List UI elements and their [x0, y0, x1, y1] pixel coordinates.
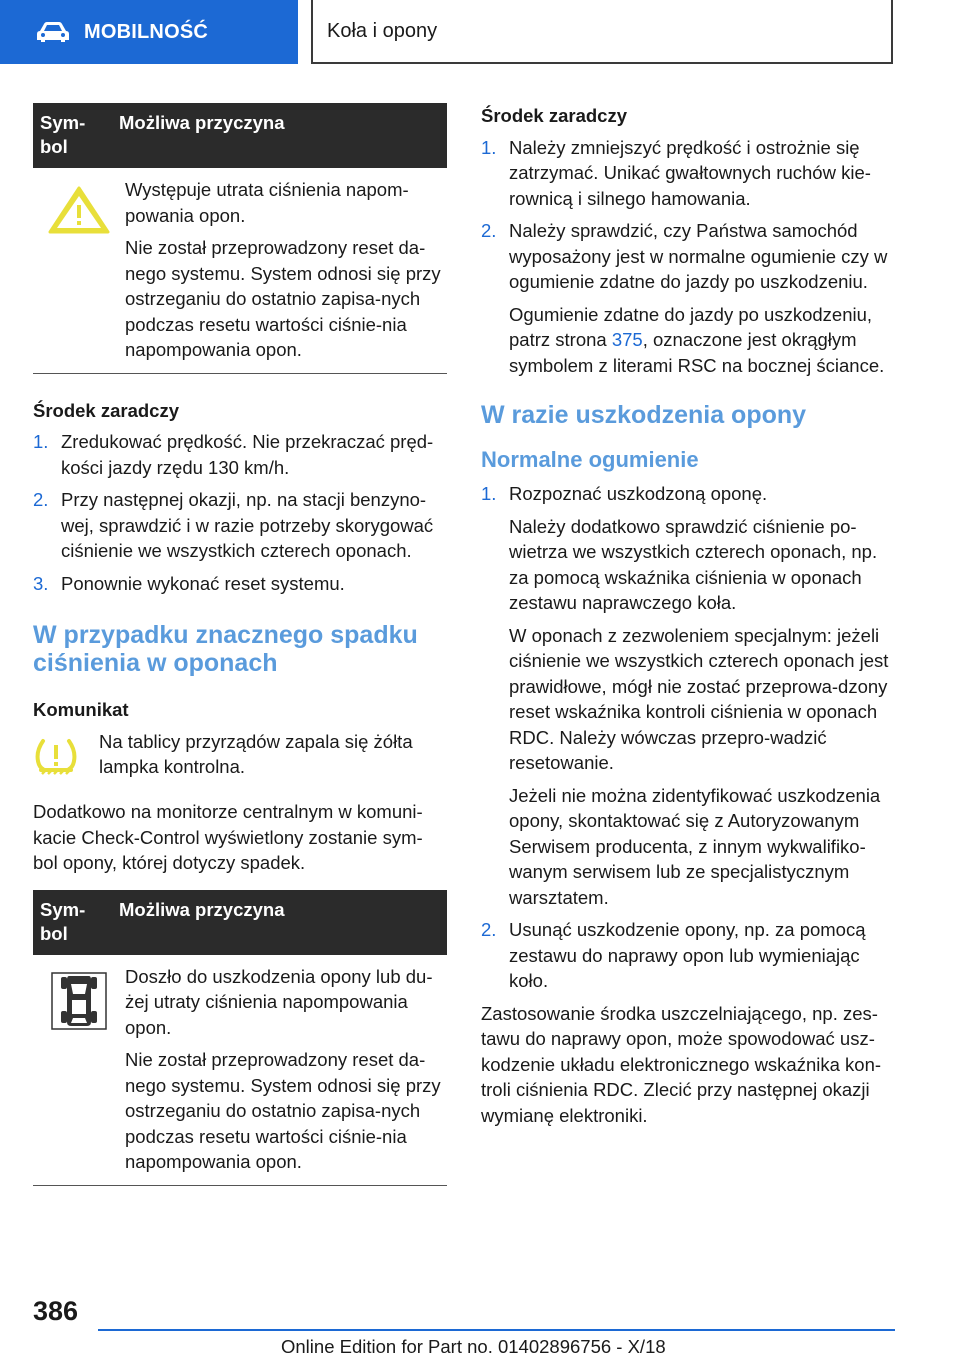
message-text: Na tablicy przyrządów zapala się żółta lampka kontrolna.	[99, 730, 413, 777]
column-header-cause: Możliwa przyczyna	[119, 898, 285, 920]
tire-pressure-warning-icon	[33, 737, 79, 777]
remedy-steps	[33, 429, 447, 596]
list-item	[33, 429, 447, 480]
cause-text: Doszło do uszkodzenia opony lub du-żej utraty ciśnienia napompowania opon.	[125, 965, 433, 1038]
step-text: Zredukować prędkość. Nie przekraczać pręd-kości jazdy rzędu 130 km/h.	[61, 431, 434, 478]
page-link[interactable]: 375	[611, 329, 643, 350]
step-number: 2.	[33, 489, 49, 510]
footer-divider	[98, 1329, 895, 1331]
table-row	[33, 955, 447, 1186]
symbol-table-2	[33, 890, 447, 1186]
table-header	[33, 103, 447, 168]
step-number: 1.	[33, 431, 49, 452]
list-item	[481, 481, 895, 910]
symbol-table-1	[33, 103, 447, 374]
step-number: 2.	[481, 220, 497, 241]
message-heading: Komunikat	[33, 699, 129, 720]
list-item	[481, 917, 895, 994]
message-row	[33, 729, 447, 784]
remedy-steps	[481, 135, 895, 379]
step-text: Należy zmniejszyć prędkość i ostrożnie się zatrzymać. Unikać gwałtownych ruchów kie-rownicą i silnego hamowania.	[509, 136, 871, 209]
page-number: 386	[33, 1296, 79, 1326]
list-item	[33, 571, 447, 597]
chapter-header[interactable]	[311, 0, 893, 64]
right-column	[481, 103, 895, 1128]
subsection-title: Normalne ogumienie	[481, 447, 699, 472]
section-label: MOBILNOŚĆ	[84, 20, 209, 43]
remedy-heading: Środek zaradczy	[481, 105, 628, 126]
step-text: Jeżeli nie można zidentyfikować uszkodzenia opony, skontaktować się z Autoryzowanym Serwisem producenta, z innym wykwalifiko-wanym serwisem lub ze specjalistycznym warsztatem.	[509, 784, 881, 908]
list-item	[33, 487, 447, 564]
chapter-label: Koła i opony	[327, 19, 438, 42]
step-number: 2.	[481, 919, 497, 940]
car-tire-damage-icon	[51, 972, 107, 1030]
step-text: Należy sprawdzić, czy Państwa samochód wyposażony jest w normalne ogumienie czy w ogumienie zdatne do jazdy po uszkodzeniu.	[509, 220, 888, 292]
step-text: Usunąć uszkodzenie opony, np. za pomocą zestawu do naprawy opon lub wymieniając koło.	[509, 919, 866, 991]
step-text: Przy następnej okazji, np. na stacji benzyno-wej, sprawdzić i w razie potrzeby skorygować ciśnienie we wszystkich czterech oponach.	[61, 489, 434, 561]
list-item	[481, 135, 895, 212]
section-tab[interactable]	[0, 0, 298, 64]
table-header	[33, 890, 447, 955]
list-item	[481, 218, 895, 378]
repair-steps	[481, 481, 895, 994]
check-control-text: Dodatkowo na monitorze centralnym w komuni-kacie Check-Control wyświetlony zostanie sym-bol opony, której dotyczy spadek.	[33, 801, 423, 873]
cause-text: Nie został przeprowadzony reset da-nego systemu. System odnosi się przy ostrzeganiu do ostatnio zapisa-nych podczas resetu wartości ciśnie-nia napompowania opon.	[125, 237, 441, 360]
table-row	[33, 168, 447, 374]
remedy-heading: Środek zaradczy	[33, 399, 180, 421]
column-header-symbol: Sym- bol	[40, 898, 86, 944]
column-header-cause: Możliwa przyczyna	[119, 112, 285, 133]
sealant-warning-text: Zastosowanie środka uszczelniającego, np. zes-tawu do naprawy opon, może spowodować usz-kodzenie układu elektronicznego wskaźnika kon-troli ciśnienia RDC. Zlecić przy następnej okazji wymianę elektroniki.	[481, 1002, 882, 1126]
step-text: Należy dodatkowo sprawdzić ciśnienie po-wietrza we wszystkich czterech oponach, np. za pomocą wskaźnika ciśnienia w oponach zestawu naprawczego koła.	[509, 515, 878, 613]
section-title: W razie uszkodzenia opony	[481, 401, 807, 429]
step-number: 3.	[33, 572, 49, 594]
warning-triangle-icon	[47, 185, 111, 235]
step-number: 1.	[481, 483, 497, 504]
step-text: W oponach z zezwoleniem specjalnym: jeżeli ciśnienie we wszystkich czterech oponach jest prawidłowe, mógł nie zostać przeprowa-dzony reset wskaźnika kontroli ciśnienia w oponach RDC. Należy wówczas przepro-wadzić resetowanie.	[509, 624, 889, 773]
car-icon	[36, 21, 70, 43]
section-title: W przypadku znacznego spadku ciśnienia w oponach	[33, 621, 418, 677]
cause-text: Nie został przeprowadzony reset da-nego systemu. System odnosi się przy ostrzeganiu do ostatnio zapisa-nych podczas resetu wartości ciśnie-nia napompowania opon.	[125, 1049, 441, 1172]
step-text: Rozpoznać uszkodzoną oponę.	[509, 483, 768, 504]
edition-text: Online Edition for Part no. 01402896756 - X/18	[281, 1336, 666, 1357]
step-number: 1.	[481, 136, 497, 158]
left-column	[33, 103, 447, 1186]
column-header-symbol: Sym- bol	[40, 112, 86, 157]
step-text: Ponownie wykonać reset systemu.	[61, 572, 345, 594]
step-extra-text: Ogumienie zdatne do jazdy po uszkodzeniu, patrz strona 375, oznaczone jest okrągłym symbolem z literami RSC na bocznej ściance.	[509, 303, 885, 376]
cause-text: Występuje utrata ciśnienia napom-powania opon.	[125, 179, 409, 226]
